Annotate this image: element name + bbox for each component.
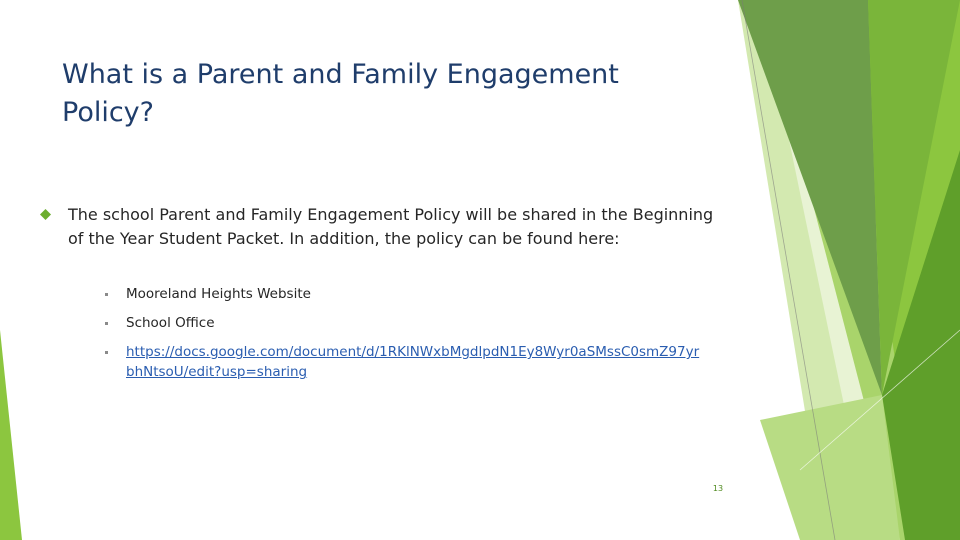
diamond-bullet-icon (40, 209, 51, 220)
policy-document-link[interactable]: https://docs.google.com/document/d/1RKlNWxbMgdlpdN1Ey8Wyr0aSMssC0smZ97yrbhNtsoU/edit?usp=sharing (126, 344, 700, 380)
sub-item-link (105, 342, 745, 382)
main-bullet-block (40, 203, 720, 251)
sub-bullet-list (105, 284, 745, 391)
square-bullet-icon (105, 322, 108, 325)
main-bullet-text: The school Parent and Family Engagement Policy will be shared in the Beginning of the Year Student Packet. In addition, the policy can be found here: (68, 205, 714, 248)
square-bullet-icon (105, 351, 108, 354)
facet-bottom-light (760, 395, 900, 540)
square-bullet-icon (105, 293, 108, 296)
sub-item-office (105, 313, 745, 333)
slide-title: What is a Parent and Family Engagement Policy? (62, 59, 619, 128)
sub-item-website (105, 284, 745, 304)
sub-item-label: School Office (126, 315, 215, 331)
left-green-sliver (0, 330, 22, 540)
sub-item-label: Mooreland Heights Website (126, 286, 311, 302)
page-number: 13 (712, 484, 724, 493)
